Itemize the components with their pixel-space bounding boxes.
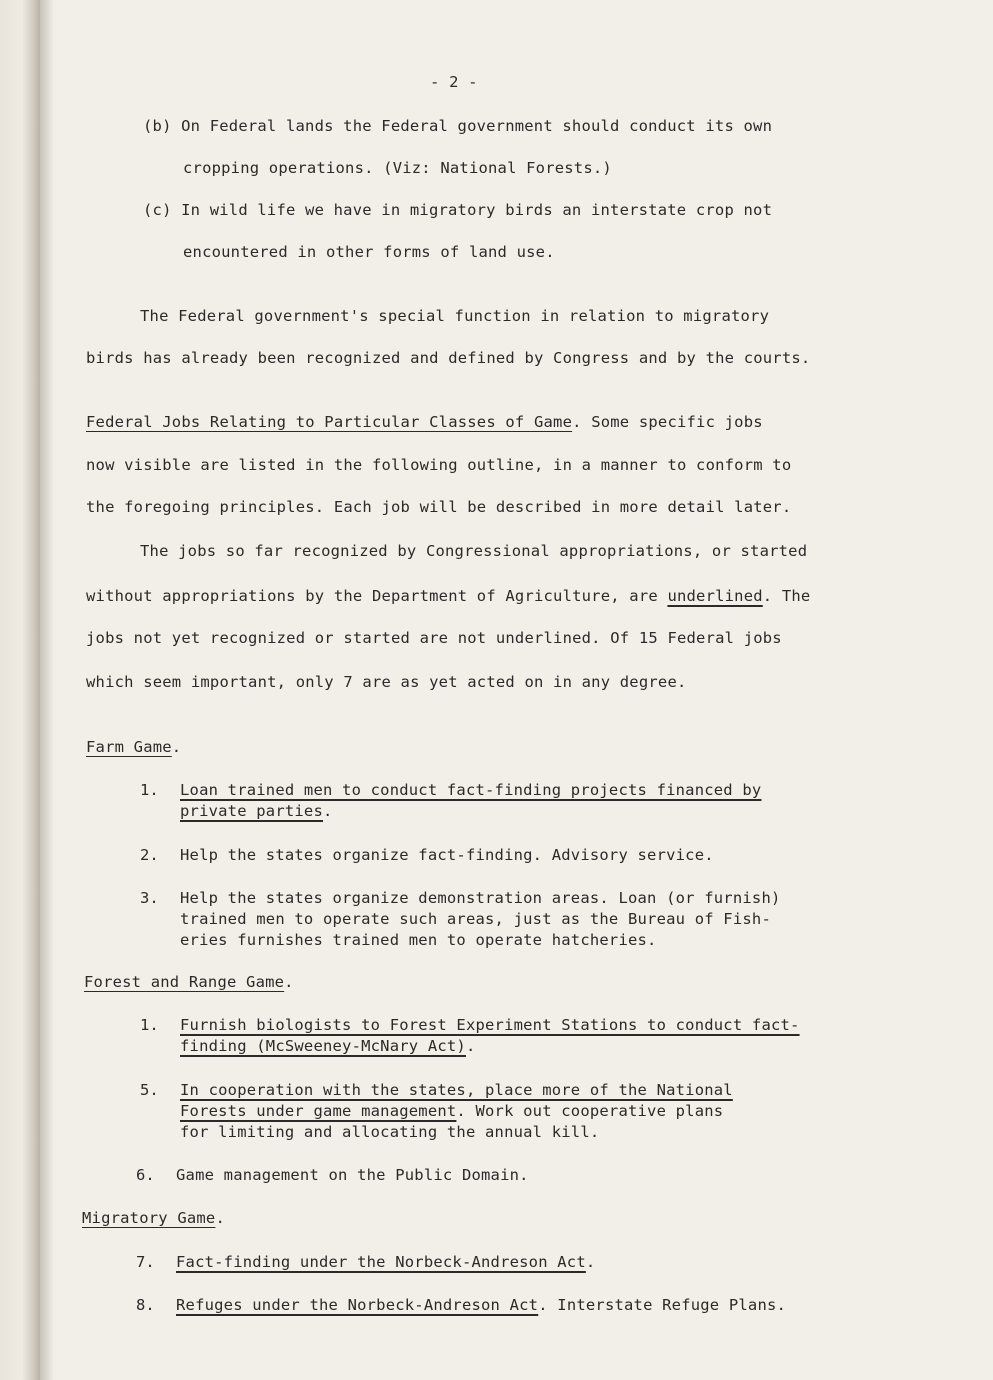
- page-number: - 2 -: [430, 73, 478, 91]
- paragraph-2-line4: which seem important, only 7 are as yet acted on in any degree.: [86, 673, 687, 691]
- forest-item-5-line2-underlined: Forests under game management: [180, 1102, 457, 1120]
- forest-item-5-number: 5.: [140, 1081, 159, 1099]
- migratory-item-7-number: 7.: [136, 1253, 155, 1271]
- farm-game-heading: [86, 737, 181, 757]
- paragraph-2-line3: jobs not yet recognized or started are not underlined. Of 15 Federal jobs: [86, 629, 782, 647]
- farm-item-3-line1: Help the states organize demonstration areas. Loan (or furnish): [180, 889, 781, 907]
- forest-item-5-line3: for limiting and allocating the annual kill.: [180, 1123, 600, 1141]
- paragraph-2-line2-post: . The: [762, 587, 811, 605]
- migratory-game-heading-text: Migratory Game: [82, 1209, 216, 1227]
- forest-range-game-heading-suffix: .: [284, 973, 294, 991]
- forest-item-6-line1: Game management on the Public Domain.: [176, 1166, 529, 1184]
- farm-item-3-line3: eries furnishes trained men to operate hatcheries.: [180, 931, 657, 949]
- paragraph-1-line1: The Federal government's special function in relation to migratory: [140, 307, 770, 325]
- farm-item-3-line2: trained men to operate such areas, just as the Bureau of Fish-: [180, 910, 771, 928]
- forest-range-game-heading-text: Forest and Range Game: [84, 973, 285, 991]
- migratory-item-8-underlined: Refuges under the Norbeck-Andreson Act: [176, 1296, 539, 1314]
- forest-item-1-line2-suffix: .: [465, 1037, 476, 1055]
- farm-item-2-number: 2.: [140, 846, 159, 864]
- forest-item-1-line2-text: finding (McSweeney-McNary Act): [180, 1037, 466, 1055]
- section-intro-line1-rest: . Some specific jobs: [572, 413, 763, 431]
- underlined-word: underlined: [667, 587, 763, 605]
- paragraph-1-line2: birds has already been recognized and defined by Congress and by the courts.: [86, 349, 811, 367]
- forest-range-game-heading: [84, 972, 294, 992]
- principle-b-line2: cropping operations. (Viz: National Forests.): [183, 159, 612, 177]
- farm-item-3-number: 3.: [140, 889, 159, 907]
- migratory-item-7-rest: .: [585, 1253, 596, 1271]
- migratory-item-7-underlined: Fact-finding under the Norbeck-Andreson Act: [176, 1253, 586, 1271]
- forest-item-5-line1: In cooperation with the states, place more of the National: [180, 1081, 733, 1099]
- migratory-item-8-rest: . Interstate Refuge Plans.: [538, 1296, 787, 1314]
- migratory-item-7-line: [176, 1252, 595, 1272]
- section-intro-line1: [86, 412, 763, 432]
- forest-item-6-number: 6.: [136, 1166, 155, 1184]
- farm-item-2-line1: Help the states organize fact-finding. Advisory service.: [180, 846, 714, 864]
- migratory-game-heading-suffix: .: [215, 1209, 225, 1227]
- farm-game-heading-text: Farm Game: [86, 738, 172, 756]
- farm-item-1-number: 1.: [140, 781, 159, 799]
- forest-item-1-line2: [180, 1036, 476, 1056]
- binding-shadow: [40, 0, 54, 1380]
- section-intro-line3: the foregoing principles. Each job will be described in more detail later.: [86, 498, 792, 516]
- principle-b-line1: (b) On Federal lands the Federal government should conduct its own: [143, 117, 773, 135]
- migratory-item-8-number: 8.: [136, 1296, 155, 1314]
- farm-game-heading-suffix: .: [171, 738, 182, 756]
- section-intro-line2: now visible are listed in the following outline, in a manner to conform to: [86, 456, 792, 474]
- paragraph-2-line2: [86, 586, 810, 606]
- page-binding-edge: [0, 0, 40, 1380]
- principle-c-line2: encountered in other forms of land use.: [183, 243, 555, 261]
- paragraph-2-line2-pre: without appropriations by the Department of Agriculture, are: [86, 587, 668, 605]
- farm-item-1-line1: Loan trained men to conduct fact-finding projects financed by: [180, 781, 762, 799]
- paragraph-2-line1: The jobs so far recognized by Congressional appropriations, or started: [140, 542, 808, 560]
- principle-c-line1: (c) In wild life we have in migratory birds an interstate crop not: [143, 201, 773, 219]
- farm-item-1-line2-suffix: .: [322, 802, 333, 820]
- forest-item-5-line2: [180, 1101, 723, 1121]
- forest-item-5-line2-rest: . Work out cooperative plans: [456, 1102, 724, 1120]
- farm-item-1-line2: [180, 801, 333, 821]
- migratory-game-heading: [82, 1208, 225, 1228]
- farm-item-1-line2-text: private parties: [180, 802, 323, 820]
- section-heading-federal-jobs: Federal Jobs Relating to Particular Classes of Game: [86, 413, 573, 431]
- forest-item-1-number: 1.: [140, 1016, 159, 1034]
- forest-item-1-line1: Furnish biologists to Forest Experiment Stations to conduct fact-: [180, 1016, 800, 1034]
- migratory-item-8-line: [176, 1295, 786, 1315]
